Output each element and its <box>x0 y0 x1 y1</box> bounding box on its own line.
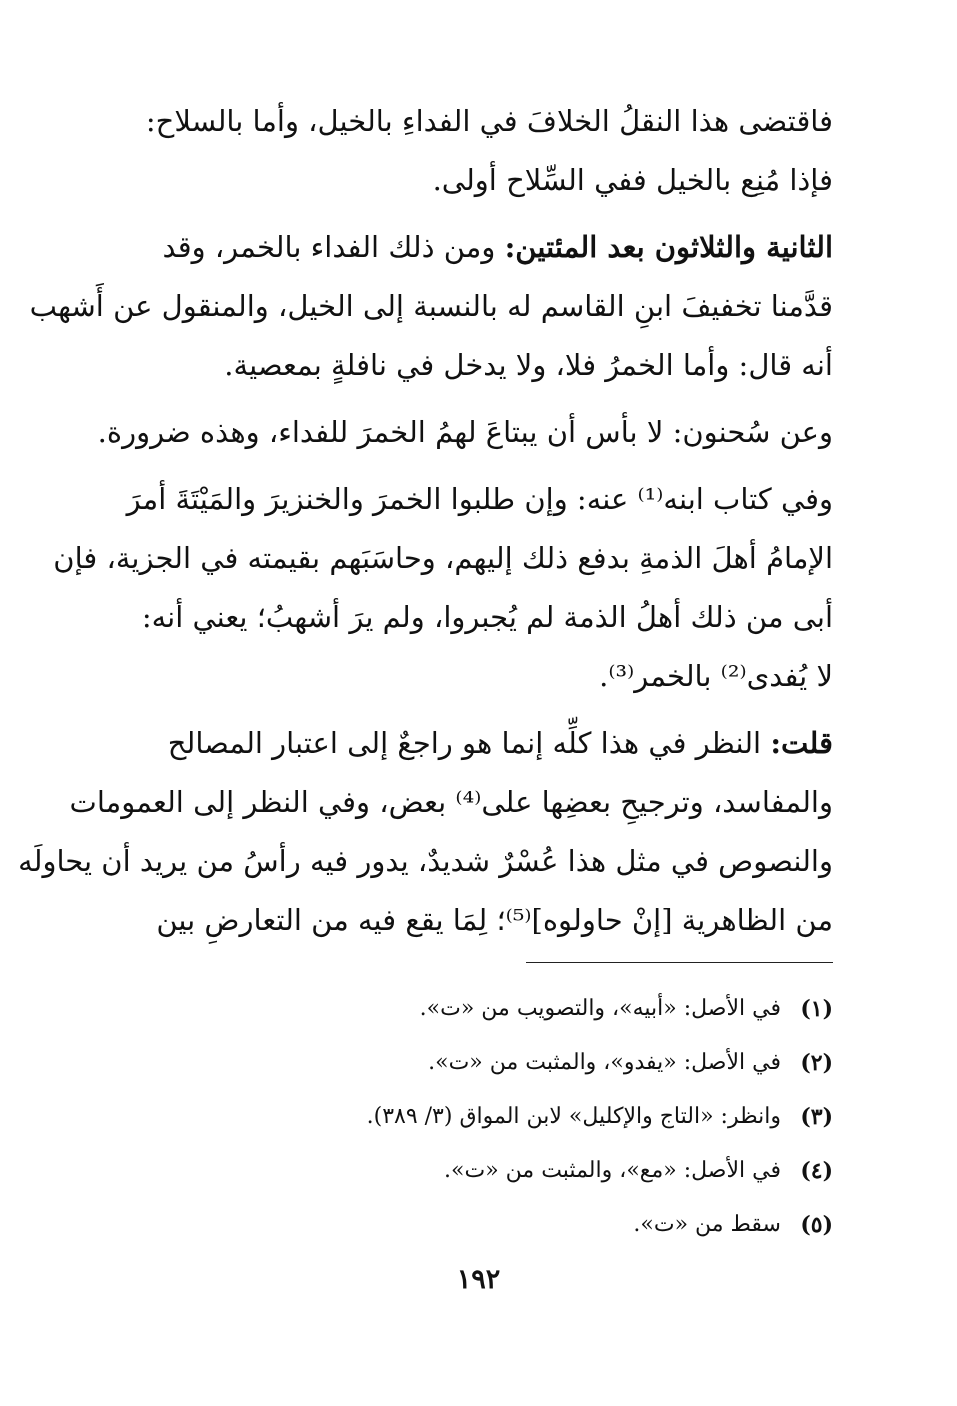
footnote-item <box>113 1036 833 1090</box>
text-line: من الظاهرية [إنْ حاولوه]⁽⁵⁾؛ لِمَا يقع فيه من التعارضِ بين <box>156 903 833 937</box>
paragraph-3 <box>97 403 833 462</box>
text-line: أبى من ذلك أهلُ الذمة لم يُجبروا، ولم يرَ أشهبُ؛ يعني أنه: <box>141 600 833 634</box>
footnote-text: سقط من «ت». <box>633 1212 781 1237</box>
text-line: لا يُفدى⁽²⁾ بالخمر⁽³⁾. <box>599 659 833 693</box>
paragraph-heading: قلت: <box>770 726 833 760</box>
paragraph-4 <box>53 470 833 706</box>
footnote-number: (٤) <box>800 1158 833 1184</box>
text-line: والمفاسد، وترجيحِ بعضِها على⁽⁴⁾ بعض، وفي النظر إلى العمومات <box>69 785 833 819</box>
paragraph-5 <box>18 714 833 950</box>
footnote-text: وانظر: «التاج والإكليل» لابن المواق (٣/ ٣٨٩). <box>366 1104 781 1129</box>
text-line: الإمامُ أهلَ الذمةِ بدفع ذلك إليهم، وحاسَبَهم بقيمته في الجزية، فإن <box>53 541 833 575</box>
footnote-item <box>113 982 833 1036</box>
main-text <box>18 92 833 950</box>
paragraph-2 <box>29 218 833 395</box>
text-line: وعن سُحنون: لا بأس أن يبتاعَ لهمُ الخمرَ للفداء، وهذه ضرورة. <box>97 415 833 449</box>
text-line: والنصوص في مثل هذا عُسْرٌ شديدٌ، يدور فيه رأسُ من يريد أن يحاولَه <box>18 844 833 878</box>
paragraph-1 <box>108 92 833 210</box>
footnote-text: في الأصل: «يفدو»، والمثبت من «ت». <box>428 1050 781 1075</box>
text-line: فاقتضى هذا النقلُ الخلافَ في الفداءِ بالخيل، وأما بالسلاح: <box>145 104 833 138</box>
text-line: وفي كتاب ابنه⁽¹⁾ عنه: وإن طلبوا الخمرَ والخنزيرَ والمَيْتَةَ أمرَ <box>126 482 833 516</box>
text-line: أنه قال: وأما الخمرُ فلا، ولا يدخل في نافلةٍ بمعصية. <box>224 348 833 382</box>
footnote-divider <box>526 962 833 963</box>
footnote-item <box>113 1198 833 1252</box>
text-line <box>108 714 833 773</box>
text-line: فإذا مُنِع بالخيل ففي السِّلاح أولى. <box>432 163 833 197</box>
text-run: النظر في هذا كلِّه إنما هو راجعٌ إلى اعتبار المصالح <box>167 726 771 760</box>
footnotes <box>113 982 833 1252</box>
footnote-number: (٣) <box>800 1104 833 1130</box>
footnote-number: (٥) <box>800 1212 833 1238</box>
footnote-item <box>113 1144 833 1198</box>
footnote-number: (١) <box>800 996 833 1022</box>
text-run: ومن ذلك الفداء بالخمر، وقد <box>162 230 505 264</box>
footnote-number: (٢) <box>800 1050 833 1076</box>
text-line <box>108 218 833 277</box>
text-line: قدَّمنا تخفيفَ ابنِ القاسم له بالنسبة إلى الخيل، والمنقول عن أَشهب <box>29 289 833 323</box>
footnote-text: في الأصل: «أبيه»، والتصويب من «ت». <box>419 996 781 1021</box>
footnote-item <box>113 1090 833 1144</box>
paragraph-heading: الثانية والثلاثون بعد المئتين: <box>504 230 833 264</box>
footnote-text: في الأصل: «مع»، والمثبت من «ت». <box>444 1158 781 1183</box>
page-number: ١٩٢ <box>456 1264 501 1295</box>
